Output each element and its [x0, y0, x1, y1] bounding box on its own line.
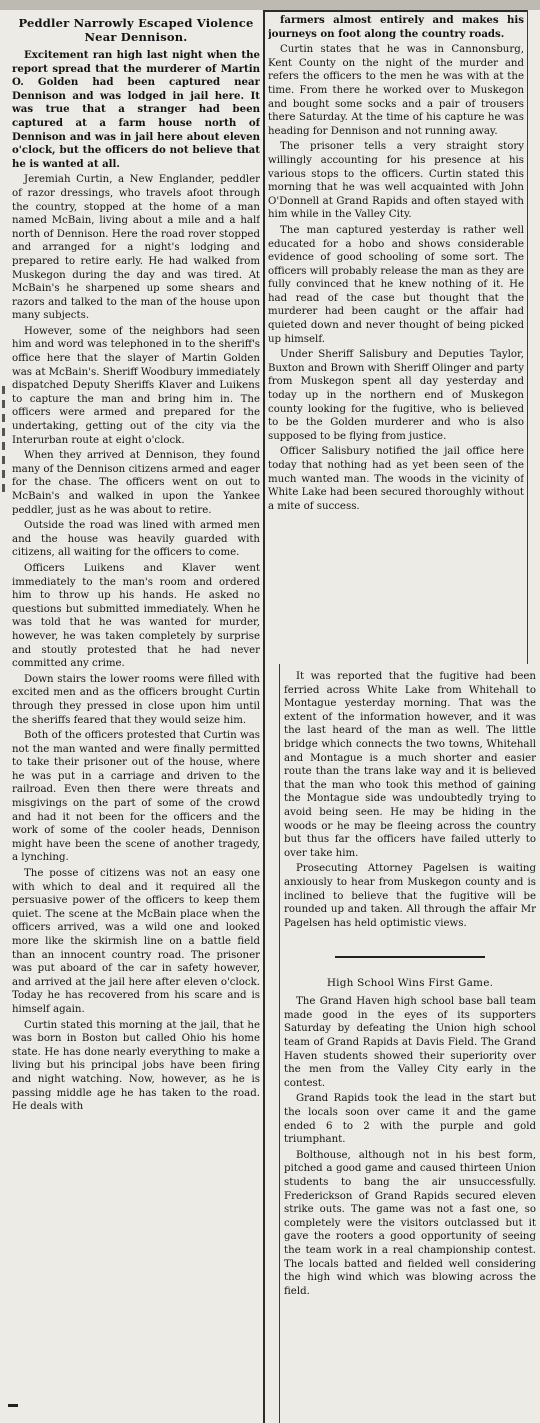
- column-rule-right: [527, 10, 528, 664]
- scan-top-edge: [0, 0, 540, 10]
- bottom-mark: [8, 1404, 18, 1407]
- paragraph: However, some of the neighbors had seen him and word was telephoned in to the sheriff's office here that the slayer of Martin Golden was at McBain's. Sheriff Woodbury immediately dispatched Deputy Sheriffs Klaver and Luikens to capture the man and bring him in. The officers were armed and prepared for the undertaking, getting out of the city via the Interurban route at eight o'clock.: [12, 325, 260, 446]
- paragraph: Down stairs the lower rooms were filled with excited men and as the officers brought Curtin through they pressed in close upon him until the sheriffs feared that they would seize him.: [12, 673, 260, 726]
- paragraph: The man captured yesterday is rather well educated for a hobo and shows considerable evidence of good schooling of some sort. The officers will probably release the man as they are fully convinced that he knew nothing of it. He had read of the case but thought that the murderer had been caught or the affair had quieted down and never thought of being picked up himself.: [268, 224, 524, 345]
- paragraph: Officer Salisbury notified the jail office here today that nothing had as yet been seen of the much wanted man. The woods in the vicinity of White Lake had been secured thoroughly without a mite of success.: [268, 446, 524, 512]
- paragraph: Excitement ran high last night when the report spread that the murderer of Martin O. Golden had been captured near Dennison and was lodged in jail here. It was true that a stranger had been captured at a farm house north of Dennison and was in jail here about eleven o'clock, but the officers do not believe that he is wanted at all.: [12, 49, 260, 170]
- column-rule-lower: [279, 664, 280, 1423]
- paragraph: Outside the road was lined with armed men and the house was heavily guarded with citizens, all waiting for the officers to come.: [12, 520, 260, 559]
- column-rule: [263, 10, 265, 1423]
- paragraph: Curtin states that he was in Cannonsburg, Kent County on the night of the murder and refers the officers to the men he was with at the time. From there he worked over to Muskegon and bought some socks and a pair of trousers there Saturday. At the time of his capture he was heading for Dennison and not running away.: [268, 44, 524, 137]
- paragraph: Curtin stated this morning at the jail, that he was born in Boston but called Ohio his home state. He has done nearly everything to make a living but his principal jobs have been firing and night watching. Now, however, as he is passing middle age he has taken to the road. He deals with: [12, 1019, 260, 1113]
- paragraph: Jeremiah Curtin, a New Englander, peddler of razor dressings, who travels afoot through the country, stopped at the home of a man named McBain, living about a mile and a half north of Dennison. Here the road rover stopped and arranged for a night's lodging and prepared to retire early. He had walked from Muskegon during the day and was tired. At McBain's he sharpened up some shears and razors and talked to the man of the house upon many subjects.: [12, 174, 260, 322]
- top-rule: [265, 10, 527, 12]
- article-headline: Peddler Narrowly Escaped Violence Near Dennison.: [18, 16, 254, 44]
- paragraph: Officers Luikens and Klaver went immediately to the man's room and ordered him to throw up his hands. He asked no questions but submitted immediately. When he was told that he was wanted for murder, however, he was taken completely by surprise and stoutly protested that he had never committed any crime.: [12, 562, 260, 670]
- right-column-bottom: [284, 670, 536, 1418]
- paragraph: It was reported that the fugitive had been ferried across White Lake from Whitehall to Montague yesterday morning. That was the extent of the information however, and it was the last heard of the man as well. The little bridge which connects the two towns, Whitehall and Montague is a much shorter and easier route than the trans lake way and it is believed that the man who took this method of gaining the Montague side was undoubtedly trying to avoid being seen. He may be hiding in the woods or he may be fleeing across the country but thus far the officers have failed utterly to over take him.: [284, 671, 536, 859]
- margin-marks: [0, 380, 10, 680]
- paragraph: The prisoner tells a very straight story willingly accounting for his presence at his various stops to the officers. Curtin stated this morning that he was well acquainted with John O'Donnell at Grand Rapids and often stayed with him while in the Valley City.: [268, 141, 524, 221]
- paragraph: The posse of citizens was not an easy one with which to deal and it required all the persuasive power of the officers to keep them quiet. The scene at the McBain place when the officers arrived, was a wild one and looked more like the skirmish line on a battle field than an innocent country road. The prisoner was put aboard of the car in safety however, and arrived at the jail here after eleven o'clock. Today he has recovered from his scare and is himself again.: [12, 868, 260, 1015]
- right-column-top: [268, 14, 524, 674]
- section-divider: [335, 956, 485, 958]
- article-headline-2: High School Wins First Game.: [326, 977, 494, 990]
- paragraph: When they arrived at Dennison, they found many of the Dennison citizens armed and eager for the chase. The officers went on out to McBain's and walked in upon the Yankee peddler, just as he was about to retire.: [12, 450, 260, 516]
- paragraph: The Grand Haven high school base ball team made good in the eyes of its supporters Saturday by defeating the Union high school team of Grand Rapids at Davis Field. The Grand Haven students showed their superiority over the men from the Valley City early in the contest.: [284, 996, 536, 1089]
- paragraph: Under Sheriff Salisbury and Deputies Taylor, Buxton and Brown with Sheriff Olinger and party from Muskegon spent all day yesterday and today up in the northern end of Muskegon county looking for the fugitive, who is believed to be the Golden murderer and who is also supposed to be flying from justice.: [268, 349, 524, 442]
- paragraph: Prosecuting Attorney Pagelsen is waiting anxiously to hear from Muskegon county and is inclined to believe that the fugitive will be rounded up and taken. All through the affair Mr Pagelsen has held optimistic views.: [284, 863, 536, 929]
- paragraph: Both of the officers protested that Curtin was not the man wanted and were finally permitted to take their prisoner out of the house, where he was put in a carriage and driven to the railroad. Even then there were threats and misgivings on the part of some of the crowd and had it not been for the officers and the work of some of the cooler heads, Dennison might have been the scene of another tragedy, a lynching.: [12, 730, 260, 864]
- paragraph: farmers almost entirely and makes his journeys on foot along the country roads.: [268, 14, 524, 40]
- paragraph: Bolthouse, although not in his best form, pitched a good game and caused thirteen Union students to bang the air unsuccessfully. Frederickson of Grand Rapids secured eleven strike outs. The game was not a fast one, so completely were the visitors outclassed but it gave the rooters a good opportunity of seeing the team work in a real championship contest. The locals batted and fielded well considering the high wind which was blowing across the field.: [284, 1149, 536, 1297]
- paragraph: Grand Rapids took the lead in the start but the locals soon over came it and the game ended 6 to 2 with the purple and gold triumphant.: [284, 1093, 536, 1146]
- left-column: [12, 14, 260, 1406]
